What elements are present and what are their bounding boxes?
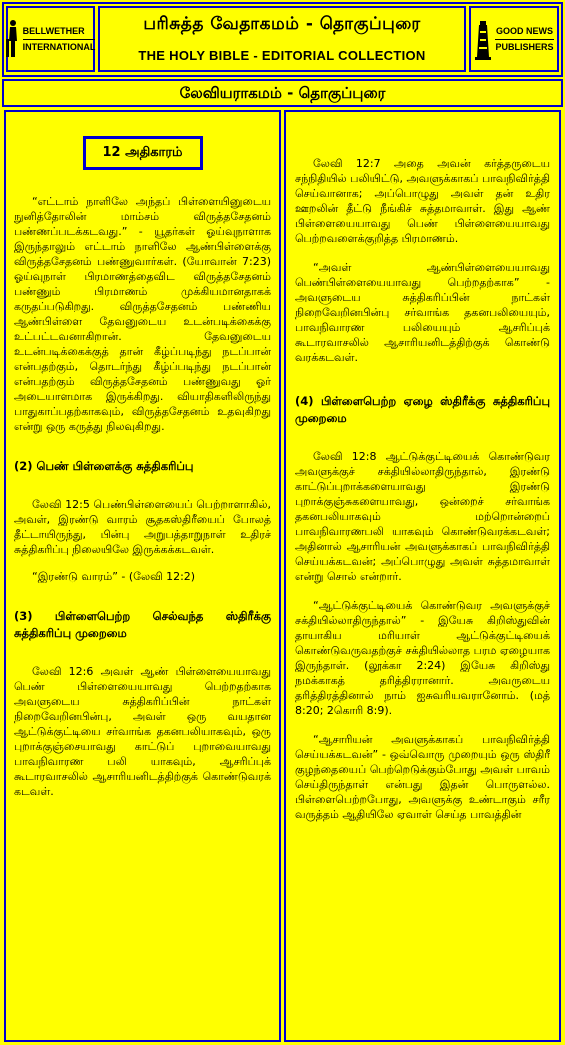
verse-paragraph-12-7: லேவி 12:7 அதை அவன் கர்த்தருடைய சந்நிதியில் பலியிட்டு, அவளுக்காகப் பாவநிவிர்த்தி செய்வானாக; அப்பொழுது அவள் தன் உதிர ஊறலின் தீட்டு நீங்கிச் சுத்தமாவாள். இது ஆண் பிள்ளையையாவது பெண் பிள்ளையையாவது பெற்றவளைக்குறித்த பிரமாணம். bbox=[295, 157, 550, 245]
verse-paragraph-12-6: லேவி 12:6 அவள் ஆண் பிள்ளையையாவது பெண் பிள்ளையையாவது பெற்றதற்காக அவளுடைய சுத்திகரிப்பின் நாட்கள் நிறைவேறினபின்பு, அவள் ஒரு வயதான ஆட்டுக்குட்டியை சர்வாங்க தகனபலியாகவும், ஒரு புறாக்குஞ்சையாவது காட்டுப் புறாவையாவது பாவநிவாரண பலி யாகவும், ஆசரிப்புக் கூடாரவாசலில் ஆசாரியனிடத்திற்குக் கொண்டுவரக் கடவள். bbox=[14, 665, 271, 798]
section-heading-4: (4) பிள்ளைபெற்ற ஏழை ஸ்திரீக்கு சுத்திகரிப்பு முறைமை bbox=[295, 394, 550, 425]
title-box bbox=[98, 6, 466, 72]
section-heading-2: (2) பெண் பிள்ளைக்கு சுத்திகரிப்பு bbox=[14, 459, 194, 473]
right-logo-line-1: GOOD NEWS bbox=[495, 25, 553, 36]
comment-paragraph-two-weeks: “இரண்டு வாரம்” - (லேவி 12:2) bbox=[32, 570, 196, 583]
title-english: THE HOLY BIBLE - EDITORIAL COLLECTION bbox=[138, 48, 426, 63]
verse-paragraph-12-8: லேவி 12:8 ஆட்டுக்குட்டியைக் கொண்டுவர அவளுக்குச் சக்தியில்லாதிருந்தால், இரண்டு காட்டுப்புறாக்களையாவது இரண்டு புறாக்குஞ்சுகளையாவது, ஒன்றைச் சர்வாங்க தகனபலியாகவும் மற்றொன்றைப் பாவநிவாரணபலி யாகவும் கொண்டுவரக்கடவள்; அதினால் ஆசாரியன் அவளுக்காகப் பாவநிவிர்த்தி செய்யக்கடவன்; அப்பொழுது அவள் சுத்தமாவாள் என்று சொல் என்றார். bbox=[295, 450, 550, 583]
comment-paragraph-atonement: “ஆசாரியன் அவளுக்காகப் பாவநிவிர்த்தி செய்யக்கடவன்” - ஒவ்வொரு முறையும் ஒரு ஸ்திரீ குழந்தையைப் பெற்றெடுக்கும்போது அவள் பாவம் செய்திருந்தாள் என்பது இதன் பொருளல்ல. பிள்ளைபெற்றபோது, அவளுக்கு உண்டாகும் சரீர வருத்தம் ஆதியிலே ஏவாள் செய்த பாவத்தின் bbox=[295, 733, 550, 821]
comment-paragraph-lamb: “ஆட்டுக்குட்டியைக் கொண்டுவர அவளுக்குச் சக்தியில்லாதிருந்தால்” - இயேசு கிறிஸ்துவின் தாயாகிய மரியாள் ஆட்டுக்குட்டியைக் கொண்டுவருவதற்குச் சக்தியில்லாத பரம ஏழையாக இருந்தாள். (லூக்கா 2:24) இயேசு கிறிஸ்து நமக்காகத் தரித்திரரானார். அவருடைய தரித்திரத்தினால் நாம் ஐசுவரியவரானோம். (மத் 8:20; 2கொரி 8:9). bbox=[295, 599, 550, 717]
right-logo-line-2: PUBLISHERS bbox=[495, 39, 553, 53]
comment-paragraph-bore-child: “அவள் ஆண்பிள்ளையையாவது பெண்பிள்ளையையாவது பெற்றதற்காக” - அவளுடைய சுத்திகரிப்பின் நாட்கள் நிறைவேறினபின்பு சர்வாங்க தகனபலியையும், பாவநிவாரண பலியையும் ஆசரிப்புக் கூடாரவாசலில் ஆசாரியனிடத்திற்குக் கொண்டு வரக்கடவள். bbox=[295, 261, 550, 364]
left-column bbox=[4, 110, 281, 1042]
intro-paragraph: “எட்டாம் நாளிலே அந்தப் பிள்ளையினுடைய நுனித்தோலின் மாம்சம் விருத்தசேதனம் பண்ணப்படக்கடவது.” - யூதர்கள் ஓய்வுநாளாக இருந்தாலும் எட்டாம் நாளிலே ஆண்பிள்ளைக்கு விருத்தசேதனம் பண்ணுவார்கள். (யோவான் 7:23) ஓய்வுநாள் பிரமாணத்தைவிட விருத்தசேதனம் பண்ணும் பிரமாணம் முக்கியமானதாகக் கருதப்படுகிறது. விருத்தசேதனம் பண்ணிய ஆண்பிள்ளை தேவனுடைய உடன்படிக்கைக்கு உட்பட்டவனாகிறான். தேவனுடைய உடன்படிக்கைக்குத் தான் கீழ்ப்படிந்து நடப்பான் என்பதற்கும், தொடர்ந்து கீழ்ப்படிந்து நடப்பான் என்பதற்கும் விருத்தசேதனம் பண்ணுவது ஓர் அடையாளமாக இருக்கிறது. வியாதிகளிலிருந்து பாதுகாப்பதற்காகவும், விருத்தசேதனம் உதவுகிறது என்று ஒரு கருத்து நிலவுகிறது. bbox=[14, 195, 271, 433]
book-title: லேவியராகமம் - தொகுப்புரை bbox=[2, 79, 563, 107]
figure-icon bbox=[6, 19, 20, 59]
verse-paragraph-12-5: லேவி 12:5 பெண்பிள்ளையைப் பெற்றாளாகில், அவள், இரண்டு வாரம் சூதகஸ்திரீயைப் போலத் தீட்டாயிருந்து, பின்பு அறுபத்தாறுநாள் உதிரச் சுத்திகரிப்பு நிலையிலே இருக்கக்கடவள். bbox=[14, 498, 271, 556]
bellwether-logo bbox=[6, 6, 95, 72]
good-news-logo bbox=[469, 6, 559, 72]
title-tamil: பரிசுத்த வேதாகமம் - தொகுப்புரை bbox=[143, 14, 421, 34]
right-column bbox=[284, 110, 561, 1042]
lighthouse-icon bbox=[474, 17, 492, 61]
left-logo-line-1: BELLWETHER bbox=[22, 25, 85, 36]
left-logo-line-2: INTERNATIONAL bbox=[23, 39, 96, 53]
chapter-title: 12 அதிகாரம் bbox=[83, 136, 203, 170]
section-heading-3: (3) பிள்ளைபெற்ற செல்வந்த ஸ்திரீக்கு சுத்திகரிப்பு முறைமை bbox=[14, 609, 271, 640]
